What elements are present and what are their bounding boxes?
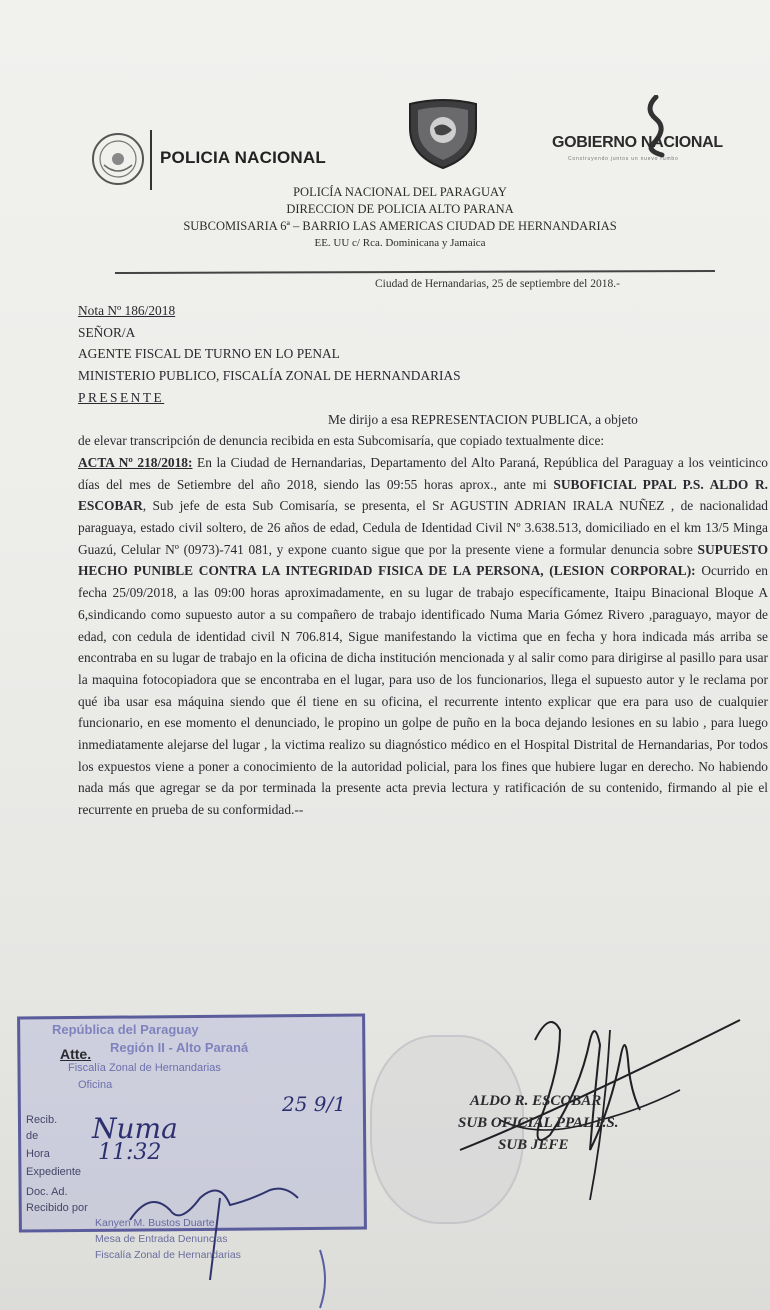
stamp-line: Oficina [78,1079,113,1091]
atte-label: Atte. [60,1046,92,1062]
intro-lead: Me dirijo a esa REPRESENTACION PUBLICA, a objeto [328,411,638,427]
letterhead-line: POLICÍA NACIONAL DEL PARAGUAY [293,185,507,199]
acta-text: Ocurrido en fecha 25/09/2018, a las 09:00 horas aproximadamente, en su lugar de trabajo específicamente, Itaipu Binacional Bloque A 6,sindicando como supuesto autor a su compañero de trabajo identificado Numa Maria Gómez Rivero ,paraguayo, mayor de edad, con cedula de identidad civil N 706.814, Sigue manifestando la victima que en fecha y hora indicada más arriba se encontraba en su lugar de trabajo en la oficina de dicha institución mencionada y al salir como para dirigirse al pasillo para usar la maquina fotocopiadora que se encontraba en el lugar, para uso de los funcionarios, llega el supuesto autor y le reclama por qué iba usar esa máquina siendo que él tiene en su oficina, el recurrente intento explicar que era para uso de cualquier funcionario, en ese momento el denunciado, le propino un golpe de puño en la boca dejando lesiones en su labio , para luego inmediatamente alejarse del lugar , la victima realizo su diagnóstico médico en el Hospital Distrital de Hernandarias, Por todos los expuestos viene a poner a conocimiento de la autoridad policial, para los fines que hubiere lugar en derecho. No habiendo nada más que agregar se da por terminada la presente acta previa lectura y ratificación de su contenido, firmando al pie el recurrente en prueba de su conformidad.-- [78,563,768,818]
salutation: SEÑOR/A [78,324,136,340]
logo-divider [150,130,152,190]
bottom-stamp-line: Fiscalía Zonal de Hernandarias [95,1249,241,1261]
signer-name: ALDO R. ESCOBAR [470,1093,602,1109]
header-rule [115,270,715,274]
intro-rest: de elevar transcripción de denuncia recibida en esta Subcomisaría, que copiado textualmente dice: [78,433,605,449]
acta-text: , Sub jefe de esta Sub Comisaría, se presenta, el Sr AGUSTIN ADRIAN IRALA NUÑEZ , de nacionalidad paraguaya, estado civil soltero, de 26 años de edad, Cedula de Identidad Civil Nº 3.638.513, domiciliado en el km 13/5 Minga Guazú, Celular Nº (0973)-741 081, y expone cuanto sigue que por la presente viene a formular denuncia sobre [78,498,768,557]
gobierno-nacional-title: GOBIERNO NACIONAL [552,134,723,151]
signature-block [458,1090,619,1156]
stamp-line: Fiscalía Zonal de Hernandarias [68,1062,221,1074]
paraguay-seal-icon [90,125,150,193]
stamp-field-label: Doc. Ad. [26,1186,68,1198]
dateline: Ciudad de Hernandarias, 25 de septiembre del 2018.- [375,278,620,290]
letter-body [78,300,768,821]
handwritten-time: 11:32 [98,1140,162,1165]
bottom-stamp-line: Mesa de Entrada Denuncias [95,1233,228,1245]
presente-heading: PRESENTE [78,389,165,405]
handwritten-date: 25 9/1 [282,1092,346,1116]
acta-paragraph [78,452,768,821]
signer-role: SUB JEFE [498,1137,569,1153]
gobierno-nacional-tagline: Construyendo juntos un nuevo rumbo [568,156,679,162]
police-name: POLICIA NACIONAL [160,148,326,167]
charge-title: SUPUESTO HECHO PUNIBLE CONTRA LA INTEGRIDAD FISICA DE LA PERSONA, (LESION CORPORAL): [78,541,768,579]
signer-rank: SUB OFICIAL PPAL P.S. [458,1115,619,1131]
letterhead [90,184,710,252]
stamp-field-label: Recibido por [26,1202,88,1214]
police-shield-icon [402,98,484,170]
nota-number: Nota Nº 186/2018 [78,303,176,318]
recipient-line: AGENTE FISCAL DE TURNO EN LO PENAL [78,346,340,362]
handwritten-received: Numa [92,1112,178,1145]
letterhead-line: SUBCOMISARIA 6ª – BARRIO LAS AMERICAS CIUDAD DE HERNANDARIAS [183,219,617,233]
bottom-stamp [95,1215,325,1263]
bottom-stamp-line: Kanyen M. Bustos Duarte [95,1217,215,1229]
stamp-field-label: Expediente [26,1166,82,1178]
acta-text: En la Ciudad de Hernandarias, Departamento del Alto Paraná, República del Paraguay a los veinticinco días del mes de Setiembre del año 2018, siendo las 09:55 horas aprox., ante mi [78,454,768,492]
stamp-field-label: de [26,1130,39,1142]
recipient-line: MINISTERIO PUBLICO, FISCALÍA ZONAL DE HERNANDARIAS [78,368,461,384]
acta-label: ACTA Nº 218/2018: [78,454,193,470]
stamp-field-label: Hora [26,1148,50,1160]
officer-name: SUBOFICIAL PPAL P.S. ALDO R. ESCOBAR [78,476,768,514]
gobierno-nacional-logo-icon [552,95,762,165]
letterhead-address: EE. UU c/ Rca. Dominicana y Jamaica [314,237,486,249]
stamp-line: Región II - Alto Paraná [110,1040,249,1055]
letterhead-line: DIRECCION DE POLICIA ALTO PARANA [286,202,514,216]
stamp-line: República del Paraguay [52,1022,199,1037]
stamp-field-label: Recib. [26,1114,58,1126]
